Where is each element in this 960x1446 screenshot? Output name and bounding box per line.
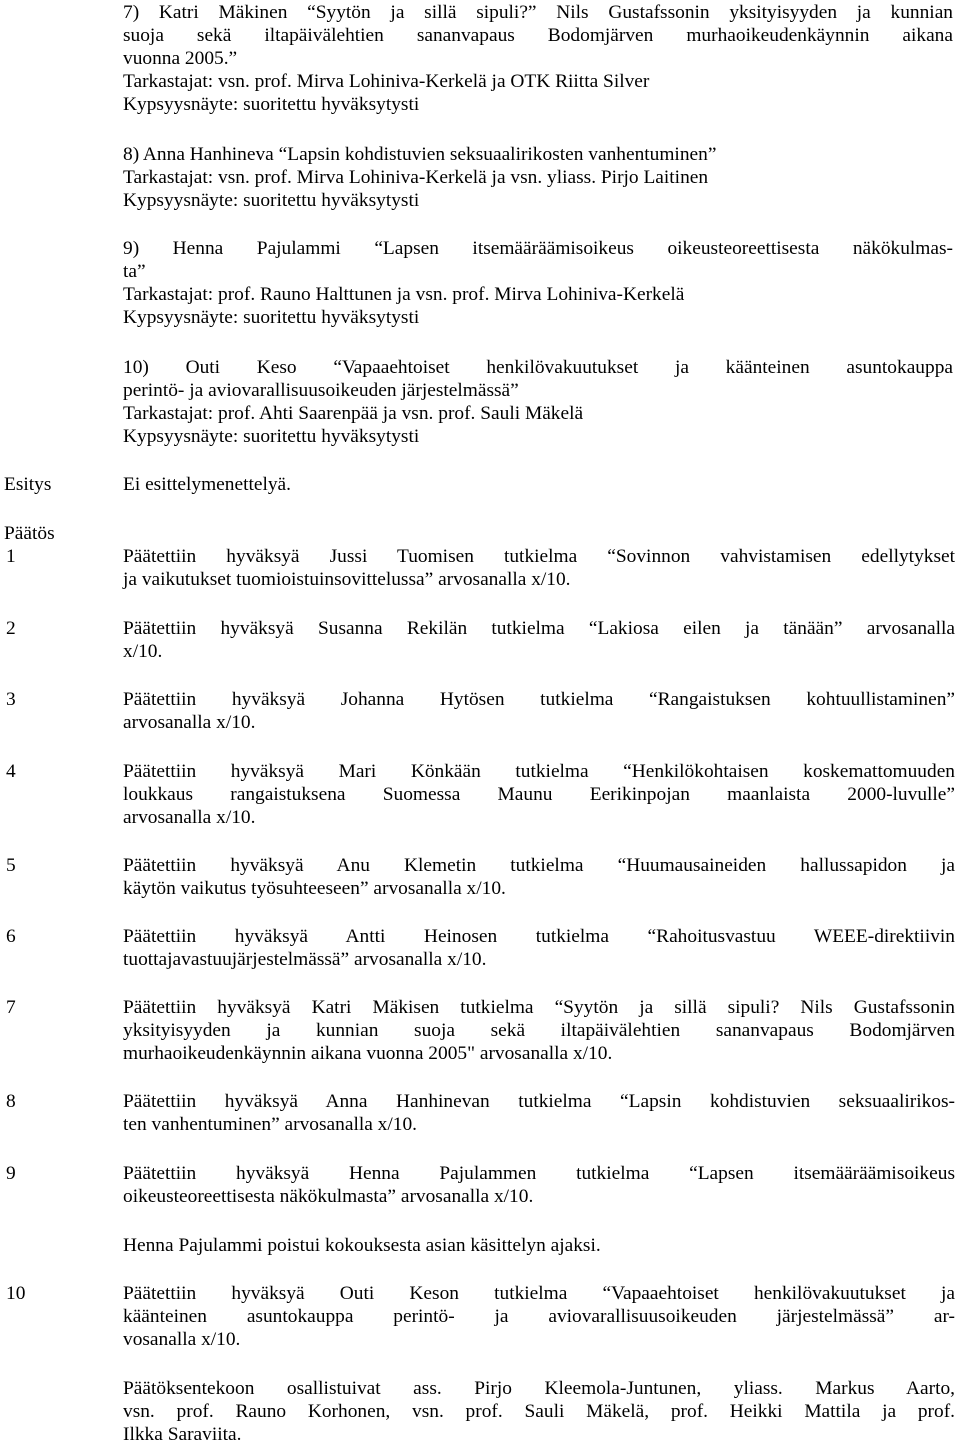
decision-line: Päätettiin hyväksyä Katri Mäkisen tutkielma “Syytön ja sillä sipuli? Nils Gustafssonin: [123, 997, 955, 1018]
decision-9: [123, 1162, 955, 1208]
decision-line: Päätettiin hyväksyä Antti Heinosen tutkielma “Rahoitusvastuu WEEE-direktiivin: [123, 926, 955, 947]
decision-2: [123, 617, 955, 663]
participants-line: vsn. prof. Rauno Korhonen, vsn. prof. Sauli Mäkelä, prof. Heikki Mattila ja prof.: [123, 1401, 955, 1422]
decision-line: yksityisyyden ja kunnian suoja sekä iltapäivälehtien sananvapaus Bodomjärven: [123, 1020, 955, 1041]
decision-number: 10: [6, 1283, 26, 1304]
thesis-title-line: vuonna 2005.”: [123, 48, 238, 69]
decision-number: 6: [6, 926, 16, 947]
decision-line: ja vaikutukset tuomioistuinsovittelussa” arvosanalla x/10.: [123, 569, 571, 590]
decision-line: Päätettiin hyväksyä Anu Klemetin tutkielma “Huumausaineiden hallussapidon ja: [123, 855, 955, 876]
reviewers-line: Tarkastajat: vsn. prof. Mirva Lohiniva-Kerkelä ja OTK Riitta Silver: [123, 71, 650, 92]
decision-number: 9: [6, 1163, 16, 1184]
decision-line: Päätettiin hyväksyä Mari Könkään tutkielma “Henkilökohtaisen koskemattomuuden: [123, 761, 955, 782]
decision-line: loukkaus rangaistuksena Suomessa Maunu Eerikinpojan maanlaista 2000-luvulle”: [123, 784, 955, 805]
decision-8: [123, 1090, 955, 1136]
decision-line: käänteinen asuntokauppa perintö- ja aviovarallisuusoikeuden järjestelmässä” ar-: [123, 1306, 955, 1327]
thesis-title-line: 9) Henna Pajulammi “Lapsen itsemääräämisoikeus oikeusteoreettisesta näkökulmas-: [123, 238, 953, 259]
thesis-item-9: [123, 237, 953, 329]
decision-line: arvosanalla x/10.: [123, 807, 256, 828]
decision-line: vosanalla x/10.: [123, 1329, 241, 1350]
maturity-test-line: Kypsyysnäyte: suoritettu hyväksytysti: [123, 94, 420, 115]
thesis-title-line: ta”: [123, 261, 146, 282]
thesis-title-line: 8) Anna Hanhineva “Lapsin kohdistuvien seksuaalirikosten vanhentuminen”: [123, 144, 717, 165]
decision-number: 3: [6, 689, 16, 710]
maturity-test-line: Kypsyysnäyte: suoritettu hyväksytysti: [123, 426, 420, 447]
decision-6: [123, 925, 955, 971]
participants-paragraph: [123, 1377, 955, 1446]
decision-line: ten vanhentuminen” arvosanalla x/10.: [123, 1114, 417, 1135]
thesis-item-10: [123, 356, 953, 448]
decision-5: [123, 854, 955, 900]
thesis-item-8: [123, 143, 953, 212]
decision-number: 1: [6, 546, 16, 567]
paatos-label: Päätös: [4, 523, 55, 544]
esitys-label: Esitys: [4, 474, 52, 495]
decision-7: [123, 996, 955, 1065]
decision-number: 2: [6, 618, 16, 639]
decision-10: [123, 1282, 955, 1351]
decision-3: [123, 688, 955, 734]
maturity-test-line: Kypsyysnäyte: suoritettu hyväksytysti: [123, 307, 420, 328]
decision-number: 8: [6, 1091, 16, 1112]
decision-line: tuottajavastuujärjestelmässä” arvosanalla x/10.: [123, 949, 487, 970]
decision-number: 4: [6, 761, 16, 782]
decision-line: Päätettiin hyväksyä Henna Pajulammen tutkielma “Lapsen itsemääräämisoikeus: [123, 1163, 955, 1184]
decision-number: 5: [6, 855, 16, 876]
participants-line: Päätöksentekoon osallistuivat ass. Pirjo Kleemola-Juntunen, yliass. Markus Aarto,: [123, 1378, 955, 1399]
thesis-title-line: 10) Outi Keso “Vapaaehtoiset henkilövakuutukset ja käänteinen asuntokauppa: [123, 357, 953, 378]
decision-line: Päätettiin hyväksyä Anna Hanhinevan tutkielma “Lapsin kohdistuvien seksuaalirikos-: [123, 1091, 955, 1112]
decision-line: oikeusteoreettisesta näkökulmasta” arvosanalla x/10.: [123, 1186, 534, 1207]
decision-4: [123, 760, 955, 829]
decision-line: x/10.: [123, 641, 163, 662]
thesis-title-line: 7) Katri Mäkinen “Syytön ja sillä sipuli?” Nils Gustafssonin yksityisyyden ja kunnian: [123, 2, 953, 23]
decision-line: murhaoikeudenkäynnin aikana vuonna 2005" arvosanalla x/10.: [123, 1043, 613, 1064]
reviewers-line: Tarkastajat: prof. Rauno Halttunen ja vsn. prof. Mirva Lohiniva-Kerkelä: [123, 284, 685, 305]
decision-line: arvosanalla x/10.: [123, 712, 256, 733]
decision-line: Päätettiin hyväksyä Jussi Tuomisen tutkielma “Sovinnon vahvistamisen edellytykset: [123, 546, 955, 567]
decision-line: Päätettiin hyväksyä Outi Keson tutkielma “Vapaaehtoiset henkilövakuutukset ja: [123, 1283, 955, 1304]
reviewers-line: Tarkastajat: vsn. prof. Mirva Lohiniva-Kerkelä ja vsn. yliass. Pirjo Laitinen: [123, 167, 709, 188]
decision-9-note: Henna Pajulammi poistui kokouksesta asian käsittelyn ajaksi.: [123, 1235, 601, 1256]
thesis-title-line: suoja sekä iltapäivälehtien sananvapaus Bodomjärven murhaoikeudenkäynnin aikana: [123, 25, 953, 46]
decision-number: 7: [6, 997, 16, 1018]
decision-line: käytön vaikutus työsuhteeseen” arvosanalla x/10.: [123, 878, 506, 899]
decision-1: [123, 545, 955, 591]
maturity-test-line: Kypsyysnäyte: suoritettu hyväksytysti: [123, 190, 420, 211]
participants-line: Ilkka Saraviita.: [123, 1424, 242, 1445]
thesis-title-line: perintö- ja aviovarallisuusoikeuden järjestelmässä”: [123, 380, 519, 401]
esitys-text: Ei esittelymenettelyä.: [123, 474, 291, 495]
decision-line: Päätettiin hyväksyä Johanna Hytösen tutkielma “Rangaistuksen kohtuullistaminen”: [123, 689, 955, 710]
decision-line: Päätettiin hyväksyä Susanna Rekilän tutkielma “Lakiosa eilen ja tänään” arvosanalla: [123, 618, 955, 639]
thesis-item-7: [123, 1, 953, 116]
reviewers-line: Tarkastajat: prof. Ahti Saarenpää ja vsn. prof. Sauli Mäkelä: [123, 403, 584, 424]
